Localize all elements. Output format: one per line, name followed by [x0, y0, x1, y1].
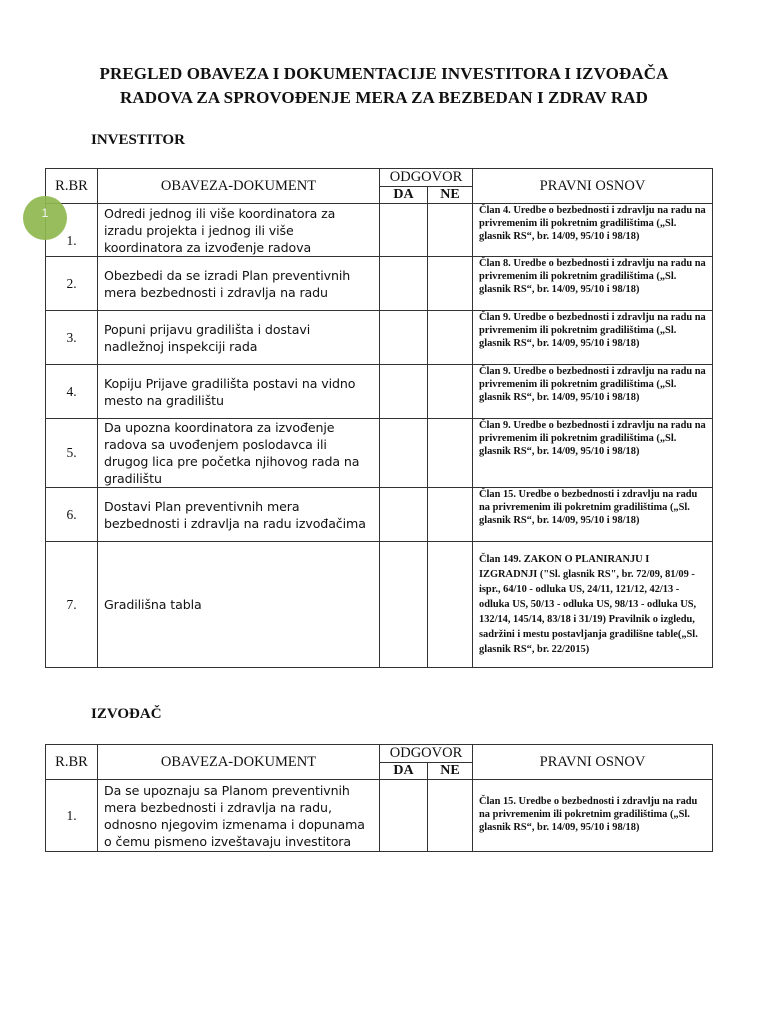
header-da: DA — [380, 763, 428, 780]
answer-da-cell[interactable] — [380, 419, 428, 488]
row-task: Dostavi Plan preventivnih mera bezbednosti i zdravlja na radu izvođačima — [98, 488, 380, 542]
row-task: Popuni prijavu gradilišta i dostavi nadležnoj inspekciji rada — [98, 311, 380, 365]
row-legal-basis: Član 9. Uredbe o bezbednosti i zdravlju na radu na privremenim ili pokretnim gradilištima („Sl. glasnik RS“, br. 14/09, 95/10 i 98/18) — [473, 365, 713, 419]
page-number-badge[interactable]: 1 — [23, 196, 67, 240]
answer-ne-cell[interactable] — [428, 365, 473, 419]
investitor-table — [45, 168, 713, 668]
answer-da-cell[interactable] — [380, 311, 428, 365]
row-legal-basis: Član 15. Uredbe o bezbednosti i zdravlju na radu na privremenim ili pokretnim gradilištima („Sl. glasnik RS“, br. 14/09, 95/10 i 98/18) — [473, 780, 713, 852]
answer-da-cell[interactable] — [380, 542, 428, 668]
section-label-izvodjac: IZVOĐAČ — [91, 706, 162, 722]
header-pravni-osnov: PRAVNI OSNOV — [473, 169, 713, 204]
table-row — [46, 204, 713, 257]
answer-ne-cell[interactable] — [428, 311, 473, 365]
header-odgovor: ODGOVOR — [380, 169, 473, 187]
header-obaveza: OBAVEZA-DOKUMENT — [98, 745, 380, 780]
answer-ne-cell[interactable] — [428, 780, 473, 852]
row-legal-basis: Član 149. ZAKON O PLANIRANJU I IZGRADNJI ("Sl. glasnik RS", br. 72/09, 81/09 - ispr., 64/10 - odluka US, 24/11, 121/12, 42/13 - odluka US, 50/13 - odluka US, 98/13 - odluka US, 132/14, 145/14, 83/18 i 31/19) Pravilnik o izgledu, sadržini i mestu postavljanja gradilišne table(„Sl. glasnik RS“, br. 22/2015) — [473, 542, 713, 668]
row-task: Da upozna koordinatora za izvođenje radova sa uvođenjem poslodavca ili drugog lica pre početka njihovog rada na gradilištu — [98, 419, 380, 488]
table-row — [46, 257, 713, 311]
table-row — [46, 780, 713, 852]
row-legal-basis: Član 15. Uredbe o bezbednosti i zdravlju na radu na privremenim ili pokretnim gradilištima („Sl. glasnik RS“, br. 14/09, 95/10 i 98/18) — [473, 488, 713, 542]
answer-ne-cell[interactable] — [428, 419, 473, 488]
header-ne: NE — [428, 763, 473, 780]
table-row — [46, 365, 713, 419]
row-legal-basis: Član 9. Uredbe o bezbednosti i zdravlju na radu na privremenim ili pokretnim gradilištima („Sl. glasnik RS“, br. 14/09, 95/10 i 98/18) — [473, 419, 713, 488]
header-odgovor: ODGOVOR — [380, 745, 473, 763]
row-task: Odredi jednog ili više koordinatora za izradu projekta i jednog ili više koordinatora za izvođenje radova — [98, 204, 380, 257]
answer-ne-cell[interactable] — [428, 542, 473, 668]
answer-da-cell[interactable] — [380, 780, 428, 852]
header-obaveza: OBAVEZA-DOKUMENT — [98, 169, 380, 204]
table-row — [46, 488, 713, 542]
row-number: 1. — [46, 780, 98, 852]
answer-ne-cell[interactable] — [428, 257, 473, 311]
row-legal-basis: Član 8. Uredbe o bezbednosti i zdravlju na radu na privremenim ili pokretnim gradilištima („Sl. glasnik RS“, br. 14/09, 95/10 i 98/18) — [473, 257, 713, 311]
answer-da-cell[interactable] — [380, 488, 428, 542]
header-pravni-osnov: PRAVNI OSNOV — [473, 745, 713, 780]
header-rbr: R.BR — [46, 169, 98, 204]
document-title — [0, 62, 768, 110]
row-task: Gradilišna tabla — [98, 542, 380, 668]
answer-da-cell[interactable] — [380, 365, 428, 419]
row-task: Kopiju Prijave gradilišta postavi na vidno mesto na gradilištu — [98, 365, 380, 419]
row-number: 1. — [46, 204, 98, 257]
title-line-1: PREGLED OBAVEZA I DOKUMENTACIJE INVESTITORA I IZVOĐAČA — [99, 64, 669, 83]
row-number: 3. — [46, 311, 98, 365]
row-task: Obezbedi da se izradi Plan preventivnih mera bezbednosti i zdravlja na radu — [98, 257, 380, 311]
answer-ne-cell[interactable] — [428, 204, 473, 257]
answer-ne-cell[interactable] — [428, 488, 473, 542]
answer-da-cell[interactable] — [380, 257, 428, 311]
table-row — [46, 542, 713, 668]
section-label-investitor: INVESTITOR — [91, 132, 185, 148]
row-legal-basis: Član 9. Uredbe o bezbednosti i zdravlju na radu na privremenim ili pokretnim gradilištima („Sl. glasnik RS“, br. 14/09, 95/10 i 98/18) — [473, 311, 713, 365]
title-line-2: RADOVA ZA SPROVOĐENJE MERA ZA BEZBEDAN I ZDRAV RAD — [120, 88, 648, 107]
row-legal-basis: Član 4. Uredbe o bezbednosti i zdravlju na radu na privremenim ili pokretnim gradilištima („Sl. glasnik RS“, br. 14/09, 95/10 i 98/18) — [473, 204, 713, 257]
answer-da-cell[interactable] — [380, 204, 428, 257]
row-number: 7. — [46, 542, 98, 668]
row-number: 5. — [46, 419, 98, 488]
table-row — [46, 419, 713, 488]
row-number: 4. — [46, 365, 98, 419]
header-rbr: R.BR — [46, 745, 98, 780]
row-number: 2. — [46, 257, 98, 311]
table-row — [46, 311, 713, 365]
izvodjac-table — [45, 744, 713, 852]
row-number: 6. — [46, 488, 98, 542]
row-task: Da se upoznaju sa Planom preventivnih mera bezbednosti i zdravlja na radu, odnosno njegovim izmenama i dopunama o čemu pismeno izveštavaju investitora — [98, 780, 380, 852]
header-ne: NE — [428, 187, 473, 204]
header-da: DA — [380, 187, 428, 204]
